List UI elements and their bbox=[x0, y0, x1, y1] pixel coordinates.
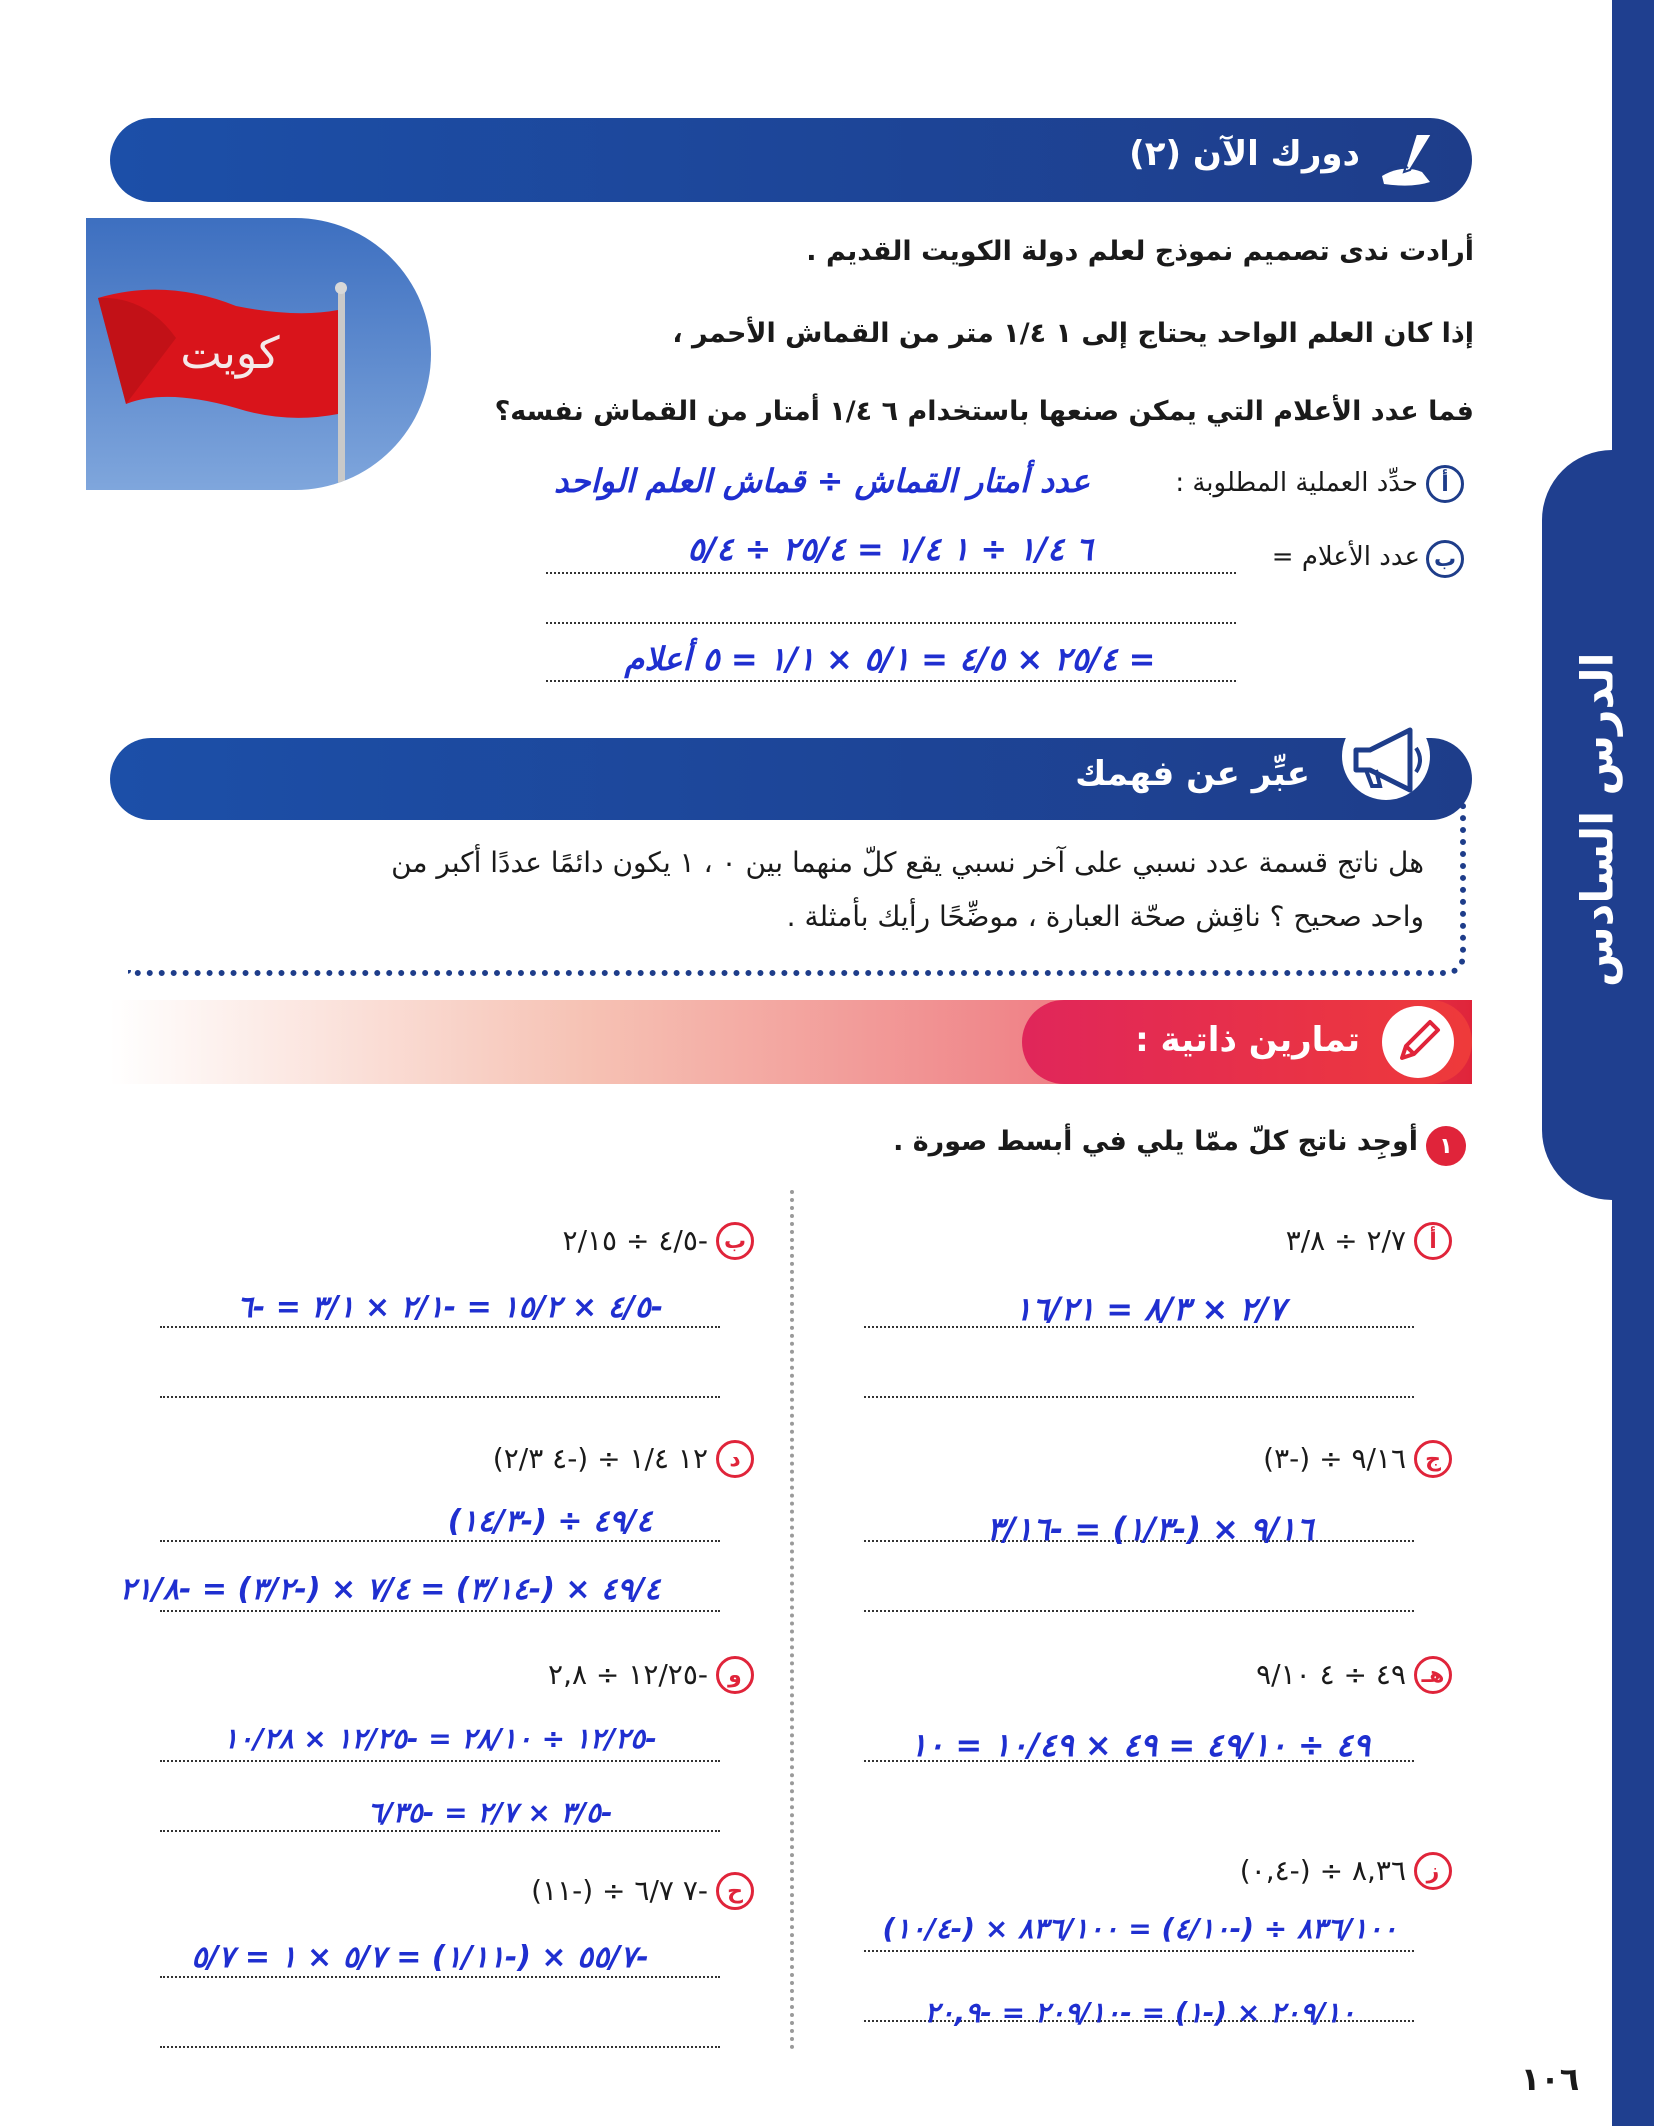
question-1-text: أوجِد ناتج كلّ ممّا يلي في أبسط صورة . bbox=[893, 1126, 1418, 1157]
item-f-line-1 bbox=[160, 1760, 720, 1762]
item-g-answer-1: ٨٣٦/١٠٠ ÷ (-٤/١٠) = ٨٣٦/١٠٠ × (-١٠/٤) bbox=[882, 1912, 1398, 1945]
part-b-answer-1: ٦ ١/٤ ÷ ١ ١/٤ = ٢٥/٤ ÷ ٥/٤ bbox=[687, 530, 1093, 568]
item-g-answer-2: ٢٠٩/١٠ × (-١) = -٢٠٩/١٠ = -٢٠,٩ bbox=[924, 1996, 1356, 2029]
part-a-answer: عدد أمتار القماش ÷ قماش العلم الواحد bbox=[553, 462, 1090, 500]
item-b-line-1 bbox=[160, 1326, 720, 1328]
item-f-line-2 bbox=[160, 1830, 720, 1832]
item-b-answer: -٤/٥ × ١٥/٢ = -٢/١ × ٣/١ = -٦ bbox=[236, 1290, 664, 1325]
item-a-expression: ٢/٧ ÷ ٣/٨ bbox=[1285, 1224, 1406, 1257]
express-text-1: هل ناتج قسمة عدد نسبي على آخر نسبي يقع كلّ منهما بين ٠ ، ١ يكون دائمًا عددًا أكبر من bbox=[391, 846, 1424, 879]
try-now-line-3: فما عدد الأعلام التي يمكن صنعها باستخدام ٦ ١/٤ أمتار من القماش نفسه؟ bbox=[494, 396, 1474, 427]
item-d-label: د bbox=[716, 1440, 754, 1478]
part-b-answer-2: = ٢٥/٤ × ٤/٥ = ٥/١ × ١/١ = ٥ أعلام bbox=[624, 640, 1156, 678]
item-h-label: ح bbox=[716, 1872, 754, 1910]
item-f-answer-1: -١٢/٢٥ ÷ ٢٨/١٠ = -١٢/٢٥ × ١٠/٢٨ bbox=[223, 1722, 657, 1755]
megaphone-icon bbox=[1336, 706, 1436, 806]
pencil-icon bbox=[1378, 1002, 1458, 1082]
item-f-label: و bbox=[716, 1656, 754, 1694]
item-f-expression: -١٢/٢٥ ÷ ٢,٨ bbox=[548, 1658, 708, 1691]
item-e-label: هـ bbox=[1414, 1656, 1452, 1694]
question-1-number bbox=[1426, 1126, 1466, 1166]
page-number: ١٠٦ bbox=[1520, 2060, 1580, 2098]
item-d-line-2 bbox=[160, 1610, 720, 1612]
item-g-label: ز bbox=[1414, 1852, 1452, 1890]
part-a-label: أ bbox=[1426, 465, 1464, 503]
item-c-line-2 bbox=[864, 1610, 1414, 1612]
column-divider bbox=[790, 1190, 794, 2050]
item-c-expression: ٩/١٦ ÷ (-٣) bbox=[1263, 1442, 1406, 1475]
question-1-number-text: ١ bbox=[1439, 1133, 1453, 1159]
try-now-title: دورك الآن (٢) bbox=[1129, 134, 1360, 174]
item-g-expression: ٨,٣٦ ÷ (-٠,٤) bbox=[1239, 1854, 1406, 1887]
item-c-answer: ٩/١٦ × (-١/٣) = -٣/١٦ bbox=[986, 1510, 1314, 1548]
express-frame bbox=[128, 800, 1466, 976]
item-g-line-1 bbox=[864, 1950, 1414, 1952]
item-e-answer: ٤٩ ÷ ٤٩/١٠ = ٤٩ × ١٠/٤٩ = ١٠ bbox=[909, 1726, 1371, 1764]
item-d-expression: ١٢ ١/٤ ÷ (-٤ ٢/٣) bbox=[492, 1442, 708, 1475]
express-title: عبِّر عن فهمك bbox=[1075, 754, 1310, 794]
item-h-line-1 bbox=[160, 1976, 720, 1978]
item-b-expression: -٤/٥ ÷ ٢/١٥ bbox=[562, 1224, 708, 1257]
part-b-text: عدد الأعلام = bbox=[1271, 542, 1420, 572]
writing-hand-icon bbox=[1372, 124, 1444, 196]
try-now-line-1: أرادت ندى تصميم نموذج لعلم دولة الكويت القديم . bbox=[806, 236, 1474, 267]
part-b-line-1 bbox=[546, 572, 1236, 574]
part-b-line-3 bbox=[546, 680, 1236, 682]
exercises-title: تمارين ذاتية : bbox=[1135, 1020, 1360, 1060]
express-text-2: واحد صحيح ؟ ناقِش صحّة العبارة ، موضِّحًا رأيك بأمثلة . bbox=[786, 900, 1424, 933]
item-a-answer: ٢/٧ × ٨/٣ = ١٦/٢١ bbox=[1014, 1290, 1286, 1328]
item-e-expression: ٤٩ ÷ ٤ ٩/١٠ bbox=[1256, 1658, 1406, 1691]
part-a-text: حدِّد العملية المطلوبة : bbox=[1175, 468, 1418, 498]
part-b-label: ب bbox=[1426, 540, 1464, 578]
flag-text: كويت bbox=[180, 328, 280, 379]
item-d-line-1 bbox=[160, 1540, 720, 1542]
item-f-answer-2: -٣/٥ × ٢/٧ = -٦/٣٥ bbox=[367, 1796, 613, 1829]
item-a-label: أ bbox=[1414, 1222, 1452, 1260]
item-c-label: ج bbox=[1414, 1440, 1452, 1478]
item-d-answer-1: ٤٩/٤ ÷ (-١٤/٣) bbox=[447, 1504, 653, 1539]
item-a-line-2 bbox=[864, 1396, 1414, 1398]
item-h-line-2 bbox=[160, 2046, 720, 2048]
part-b-line-2 bbox=[546, 622, 1236, 624]
item-b-label: ب bbox=[716, 1222, 754, 1260]
lesson-side-tab-label: الدرس السادس bbox=[1572, 652, 1624, 988]
item-b-line-2 bbox=[160, 1396, 720, 1398]
item-h-answer: -٥٥/٧ × (-١/١١) = ٥/٧ × ١ = ٥/٧ bbox=[191, 1940, 649, 1975]
item-d-answer-2: ٤٩/٤ × (-٣/١٤) = ٧/٤ × (-٣/٢) = -٢١/٨ bbox=[119, 1572, 661, 1607]
try-now-line-2: إذا كان العلم الواحد يحتاج إلى ١ ١/٤ متر من القماش الأحمر ، bbox=[672, 318, 1474, 349]
item-h-expression: -٧ ٦/٧ ÷ (-١١) bbox=[531, 1874, 708, 1907]
